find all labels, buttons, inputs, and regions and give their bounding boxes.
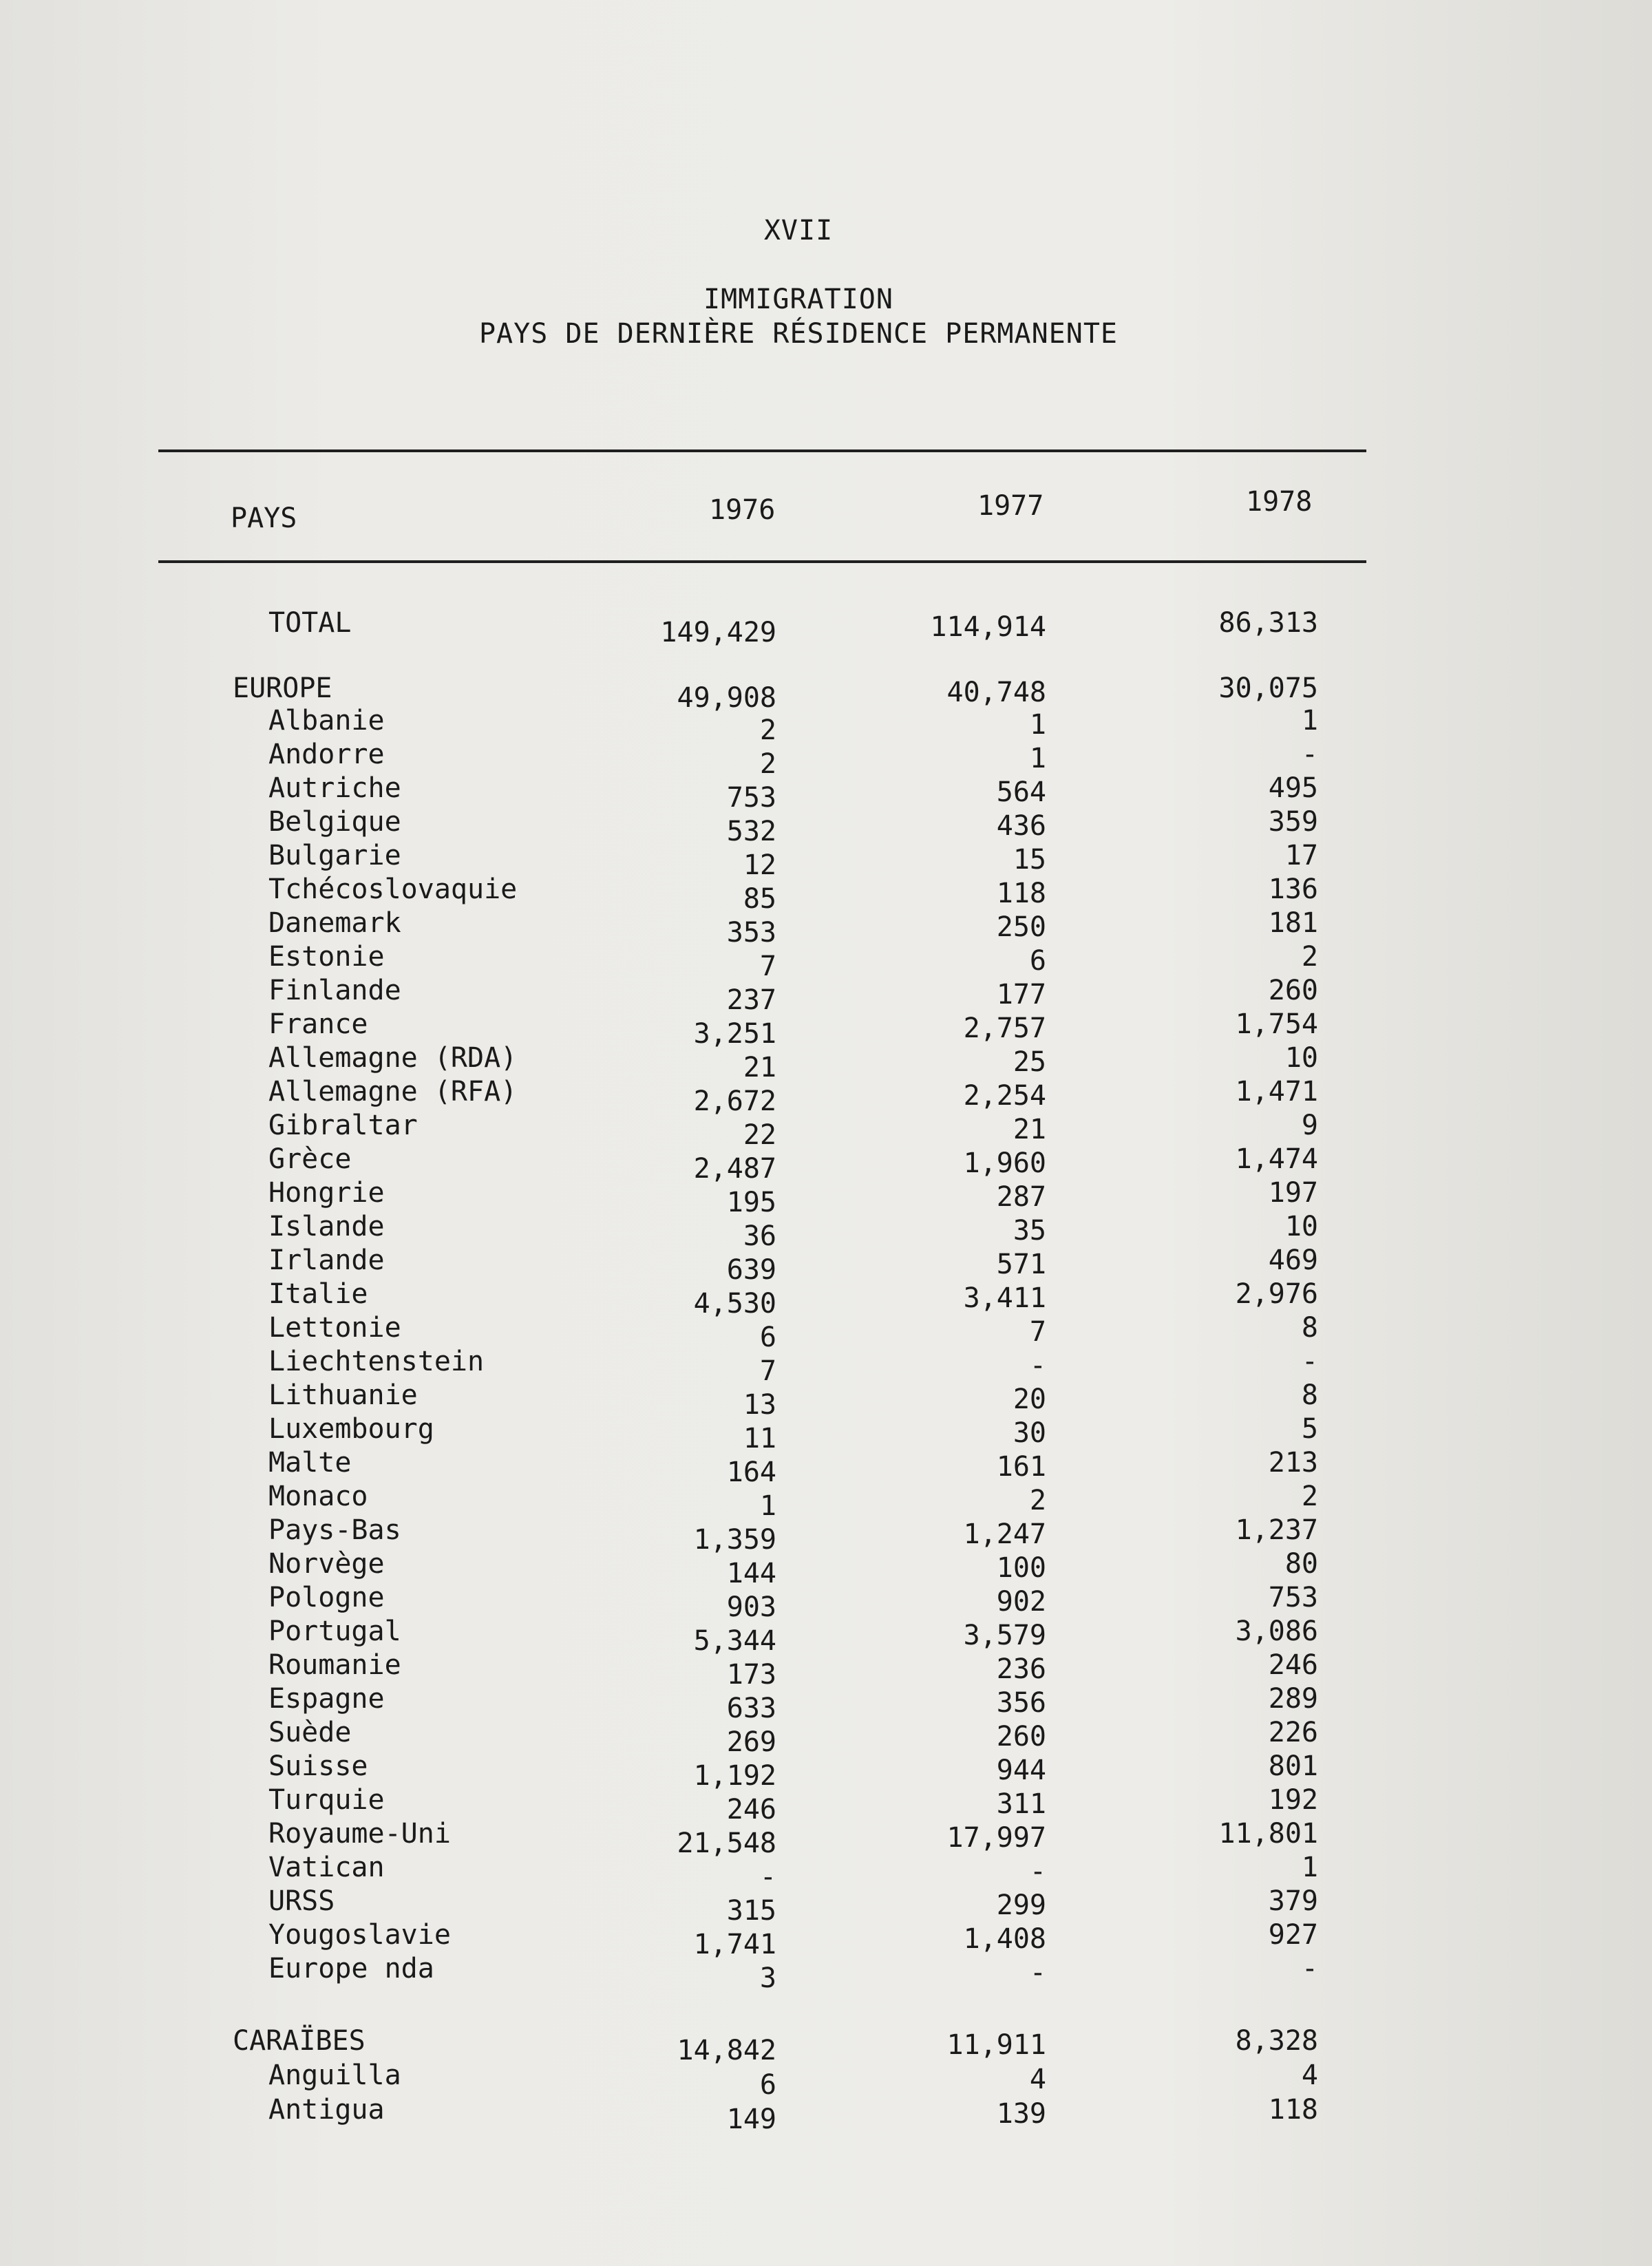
value-1978: 17 xyxy=(1284,840,1318,871)
value-1977: - xyxy=(1029,1957,1046,1989)
country-name: Royaume-Uni xyxy=(268,1818,451,1850)
value-1976: 903 xyxy=(726,1591,776,1623)
value-1978: 927 xyxy=(1268,1919,1318,1951)
value-1978: 8 xyxy=(1301,1312,1318,1344)
value-1977: 944 xyxy=(996,1755,1046,1786)
header-rule xyxy=(158,560,1366,563)
table-row xyxy=(0,1142,1652,1185)
table-row xyxy=(0,872,1652,915)
table-row xyxy=(0,1479,1652,1522)
value-1978: 8 xyxy=(1301,1379,1318,1411)
value-1976: 6 xyxy=(759,1322,776,1353)
value-1977: 161 xyxy=(996,1451,1046,1483)
value-1976: 13 xyxy=(743,1389,776,1421)
country-name: Turquie xyxy=(268,1784,385,1816)
country-name: Suède xyxy=(268,1717,352,1748)
value-1978: 86,313 xyxy=(1218,607,1318,639)
country-name: Belgique xyxy=(268,806,401,838)
table-row xyxy=(0,1682,1652,1724)
value-1978: 136 xyxy=(1268,873,1318,905)
value-1976: 12 xyxy=(743,849,776,881)
table-row xyxy=(0,1311,1652,1353)
value-1977: 25 xyxy=(1013,1046,1046,1078)
table-row xyxy=(0,1614,1652,1657)
value-1978: 1,237 xyxy=(1235,1514,1318,1546)
value-1976: 14,842 xyxy=(677,2035,776,2066)
country-name: URSS xyxy=(268,1885,335,1917)
value-1978: 197 xyxy=(1268,1177,1318,1209)
table-row xyxy=(0,1749,1652,1792)
table-row xyxy=(0,606,1652,648)
table-row xyxy=(0,1108,1652,1151)
value-1978: 1,471 xyxy=(1235,1076,1318,1108)
country-name: Norvège xyxy=(268,1548,385,1580)
table-row xyxy=(0,1715,1652,1758)
country-name: Grèce xyxy=(268,1143,352,1175)
country-name: Allemagne (RDA) xyxy=(268,1042,518,1074)
value-1978: 2 xyxy=(1301,1481,1318,1512)
value-1978: 260 xyxy=(1268,975,1318,1006)
table-subtitle: PAYS DE DERNIÈRE RÉSIDENCE PERMANENTE xyxy=(478,318,1119,350)
value-1978: 495 xyxy=(1268,772,1318,804)
value-1978: 8,328 xyxy=(1235,2025,1318,2057)
value-1976: 353 xyxy=(726,917,776,949)
value-1976: 237 xyxy=(726,984,776,1016)
value-1976: 315 xyxy=(726,1895,776,1927)
table-row xyxy=(0,737,1652,780)
country-name: Luxembourg xyxy=(268,1413,434,1445)
value-1978: 213 xyxy=(1268,1447,1318,1479)
country-name: Bulgarie xyxy=(268,840,401,871)
value-1978: 118 xyxy=(1268,2094,1318,2126)
country-name: Monaco xyxy=(268,1481,368,1512)
value-1976: 85 xyxy=(743,883,776,915)
table-row xyxy=(0,1951,1652,1994)
value-1978: 1 xyxy=(1301,705,1318,737)
table-row xyxy=(0,1884,1652,1927)
table-row xyxy=(0,2058,1652,2101)
value-1976: 7 xyxy=(759,951,776,982)
table-row xyxy=(0,1412,1652,1454)
value-1977: 250 xyxy=(996,911,1046,943)
value-1976: - xyxy=(759,1861,776,1893)
country-name: EUROPE xyxy=(233,673,332,704)
value-1976: 5,344 xyxy=(693,1625,776,1657)
value-1976: 144 xyxy=(726,1558,776,1589)
value-1977: 3,579 xyxy=(963,1620,1046,1651)
country-name: Albanie xyxy=(268,705,385,737)
value-1977: 118 xyxy=(996,878,1046,909)
table-row xyxy=(0,703,1652,746)
value-1976: 633 xyxy=(726,1693,776,1724)
value-1978: 192 xyxy=(1268,1784,1318,1816)
country-name: Europe nda xyxy=(268,1953,434,1984)
country-name: Liechtenstein xyxy=(268,1346,485,1377)
value-1978: 289 xyxy=(1268,1683,1318,1715)
value-1978: - xyxy=(1301,1953,1318,1984)
value-1978: 469 xyxy=(1268,1245,1318,1276)
country-name: TOTAL xyxy=(268,607,352,639)
value-1977: 40,748 xyxy=(946,677,1046,708)
value-1977: 2 xyxy=(1029,1485,1046,1516)
country-name: Tchécoslovaquie xyxy=(268,873,518,905)
value-1978: 379 xyxy=(1268,1885,1318,1917)
country-name: Malte xyxy=(268,1447,352,1479)
table-row xyxy=(0,1209,1652,1252)
page-number: XVII xyxy=(763,215,834,246)
value-1977: 11,911 xyxy=(946,2029,1046,2061)
country-name: CARAÏBES xyxy=(233,2025,366,2057)
value-1978: - xyxy=(1301,1346,1318,1377)
table-row xyxy=(0,1547,1652,1589)
country-name: Italie xyxy=(268,1278,368,1310)
country-name: Finlande xyxy=(268,975,401,1006)
table-row xyxy=(0,1446,1652,1488)
top-rule xyxy=(158,449,1366,452)
value-1976: 11 xyxy=(743,1423,776,1454)
country-name: Yougoslavie xyxy=(268,1919,451,1951)
value-1978: 2,976 xyxy=(1235,1278,1318,1310)
value-1976: 3,251 xyxy=(693,1018,776,1050)
value-1978: 801 xyxy=(1268,1750,1318,1782)
value-1977: 1,247 xyxy=(963,1518,1046,1550)
value-1976: 2,672 xyxy=(693,1086,776,1117)
table-row xyxy=(0,1850,1652,1893)
country-name: Pays-Bas xyxy=(268,1514,401,1546)
value-1978: 5 xyxy=(1301,1413,1318,1445)
value-1977: 21 xyxy=(1013,1114,1046,1145)
country-name: Suisse xyxy=(268,1750,368,1782)
table-row xyxy=(0,805,1652,847)
value-1977: 287 xyxy=(996,1181,1046,1213)
country-name: Lithuanie xyxy=(268,1379,418,1411)
country-name: Allemagne (RFA) xyxy=(268,1076,518,1108)
value-1978: 80 xyxy=(1284,1548,1318,1580)
value-1976: 1,192 xyxy=(693,1760,776,1792)
country-name: Vatican xyxy=(268,1852,385,1883)
value-1978: 181 xyxy=(1268,907,1318,939)
table-row xyxy=(0,1344,1652,1387)
value-1976: 1,741 xyxy=(693,1929,776,1960)
value-1977: 311 xyxy=(996,1788,1046,1820)
country-name: Lettonie xyxy=(268,1312,401,1344)
value-1977: 17,997 xyxy=(946,1822,1046,1854)
value-1977: 139 xyxy=(996,2098,1046,2130)
table-row xyxy=(0,1243,1652,1286)
value-1976: 149,429 xyxy=(660,617,776,648)
value-1978: 1,754 xyxy=(1235,1008,1318,1040)
country-name: Andorre xyxy=(268,739,385,770)
table-row xyxy=(0,2024,1652,2066)
value-1976: 2,487 xyxy=(693,1153,776,1185)
value-1978: 359 xyxy=(1268,806,1318,838)
table-row xyxy=(0,1277,1652,1320)
table-row xyxy=(0,1648,1652,1691)
value-1977: - xyxy=(1029,1350,1046,1381)
value-1976: 269 xyxy=(726,1726,776,1758)
value-1977: 1,960 xyxy=(963,1147,1046,1179)
value-1976: 639 xyxy=(726,1254,776,1286)
value-1977: 356 xyxy=(996,1687,1046,1719)
country-name: Antigua xyxy=(268,2094,385,2126)
value-1978: 2 xyxy=(1301,941,1318,973)
value-1978: 1,474 xyxy=(1235,1143,1318,1175)
column-header-pays: PAYS xyxy=(231,502,297,534)
table-row xyxy=(0,940,1652,982)
column-header-1976: 1976 xyxy=(709,494,776,526)
value-1977: 177 xyxy=(996,979,1046,1010)
value-1976: 21,548 xyxy=(677,1828,776,1859)
value-1978: - xyxy=(1301,739,1318,770)
value-1976: 246 xyxy=(726,1794,776,1825)
value-1977: 1 xyxy=(1029,709,1046,741)
table-title: IMMIGRATION xyxy=(703,284,893,315)
column-header-1977: 1977 xyxy=(977,490,1044,522)
value-1976: 164 xyxy=(726,1457,776,1488)
value-1977: 7 xyxy=(1029,1316,1046,1348)
value-1977: 20 xyxy=(1013,1384,1046,1415)
value-1977: 6 xyxy=(1029,945,1046,977)
value-1976: 4,530 xyxy=(693,1288,776,1320)
value-1977: 4 xyxy=(1029,2064,1046,2095)
country-name: Pologne xyxy=(268,1582,385,1613)
country-name: Irlande xyxy=(268,1245,385,1276)
value-1977: 114,914 xyxy=(930,611,1046,643)
value-1977: 2,757 xyxy=(963,1013,1046,1044)
table-row xyxy=(0,1074,1652,1117)
value-1978: 3,086 xyxy=(1235,1616,1318,1647)
table-row xyxy=(0,1378,1652,1421)
value-1977: 35 xyxy=(1013,1215,1046,1247)
country-name: Portugal xyxy=(268,1616,401,1647)
value-1977: 1,408 xyxy=(963,1923,1046,1955)
value-1977: 1 xyxy=(1029,743,1046,774)
value-1977: - xyxy=(1029,1856,1046,1887)
value-1977: 100 xyxy=(996,1552,1046,1584)
country-name: Espagne xyxy=(268,1683,385,1715)
country-name: France xyxy=(268,1008,368,1040)
value-1977: 3,411 xyxy=(963,1282,1046,1314)
table-row xyxy=(0,906,1652,949)
country-name: Roumanie xyxy=(268,1649,401,1681)
country-name: Danemark xyxy=(268,907,401,939)
value-1976: 21 xyxy=(743,1052,776,1083)
value-1978: 9 xyxy=(1301,1110,1318,1141)
value-1977: 15 xyxy=(1013,844,1046,876)
value-1977: 236 xyxy=(996,1653,1046,1685)
table-row xyxy=(0,1817,1652,1859)
country-name: Hongrie xyxy=(268,1177,385,1209)
value-1977: 299 xyxy=(996,1889,1046,1921)
value-1976: 195 xyxy=(726,1187,776,1218)
country-name: Autriche xyxy=(268,772,401,804)
value-1976: 1,359 xyxy=(693,1524,776,1556)
table-row xyxy=(0,838,1652,881)
value-1976: 149 xyxy=(726,2104,776,2135)
table-row xyxy=(0,1041,1652,1083)
table-row xyxy=(0,1580,1652,1623)
value-1978: 1 xyxy=(1301,1852,1318,1883)
value-1977: 564 xyxy=(996,776,1046,808)
column-header-1978: 1978 xyxy=(1246,486,1313,518)
country-name: Estonie xyxy=(268,941,385,973)
value-1978: 753 xyxy=(1268,1582,1318,1613)
table-row xyxy=(0,671,1652,714)
country-name: Islande xyxy=(268,1211,385,1242)
value-1978: 11,801 xyxy=(1218,1818,1318,1850)
value-1977: 436 xyxy=(996,810,1046,842)
value-1976: 2 xyxy=(759,714,776,746)
table-row xyxy=(0,1007,1652,1050)
table-row xyxy=(0,973,1652,1016)
table-row xyxy=(0,2093,1652,2135)
value-1978: 226 xyxy=(1268,1717,1318,1748)
value-1976: 2 xyxy=(759,748,776,780)
value-1977: 30 xyxy=(1013,1417,1046,1449)
value-1976: 49,908 xyxy=(677,682,776,714)
country-name: Gibraltar xyxy=(268,1110,418,1141)
value-1978: 4 xyxy=(1301,2059,1318,2091)
value-1976: 22 xyxy=(743,1119,776,1151)
table-row xyxy=(0,1513,1652,1556)
table-row xyxy=(0,1783,1652,1825)
value-1978: 10 xyxy=(1284,1211,1318,1242)
value-1976: 6 xyxy=(759,2069,776,2101)
value-1977: 571 xyxy=(996,1249,1046,1280)
value-1976: 1 xyxy=(759,1490,776,1522)
value-1976: 532 xyxy=(726,816,776,847)
table-row xyxy=(0,771,1652,814)
table-row xyxy=(0,1176,1652,1218)
value-1977: 902 xyxy=(996,1586,1046,1618)
value-1976: 36 xyxy=(743,1220,776,1252)
value-1976: 7 xyxy=(759,1355,776,1387)
country-name: Anguilla xyxy=(268,2059,401,2091)
value-1978: 10 xyxy=(1284,1042,1318,1074)
value-1976: 3 xyxy=(759,1962,776,1994)
value-1976: 173 xyxy=(726,1659,776,1691)
value-1977: 2,254 xyxy=(963,1080,1046,1112)
value-1976: 753 xyxy=(726,782,776,814)
value-1978: 246 xyxy=(1268,1649,1318,1681)
value-1978: 30,075 xyxy=(1218,673,1318,704)
table-row xyxy=(0,1918,1652,1960)
value-1977: 260 xyxy=(996,1721,1046,1753)
